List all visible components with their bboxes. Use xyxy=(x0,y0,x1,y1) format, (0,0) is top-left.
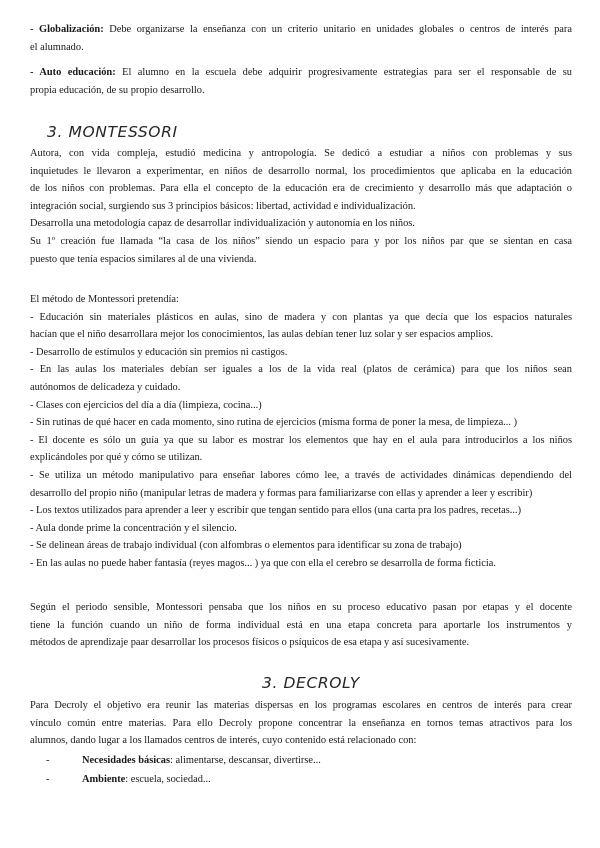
bullet-item-necesidades xyxy=(82,752,321,770)
list-item: - Clases con ejercicios del día a día (limpieza, cocina...) xyxy=(30,399,262,411)
list-item: - Se delinean áreas de trabajo individual (con alfombras o elementos para identificar su zona de trabajo) xyxy=(30,540,462,552)
bullet-term: Ambiente xyxy=(82,774,126,785)
intro-item-autoeducacion xyxy=(30,64,572,99)
text-line: inquietudes le llevaron a experimentar, en niños de desarrollo normal, los procedimientos que aplicaba en la educación xyxy=(30,165,572,177)
bullet-marker: - xyxy=(46,774,50,785)
text-line: métodos de aprendizaje paar desarrollar los procesos físicos o psíquicos de esa etapa y así sucesivamente. xyxy=(30,637,470,649)
list-item: - En las aulas los materiales debían ser iguales a los de la vida real (platos de cerámica) para que los niños sean xyxy=(30,364,572,376)
list-item: - Desarrollo de estímulos y educación sin premios ni castigos. xyxy=(30,346,288,358)
intro-text: Debe organizarse la enseñanza con un criterio unitario en unidades globales o centros de interés para xyxy=(103,24,572,35)
text-line: Según el periodo sensible, Montessori pensaba que los niños en su proceso educativo pasan por etapas y el docente xyxy=(30,602,572,613)
section-heading-montessori: 3. MONTESSORI xyxy=(47,123,178,141)
text-line: Para Decroly el objetivo era reunir las materias dispersas en los programas escolares en centros de interés para crear xyxy=(30,700,572,711)
bullet-item-ambiente xyxy=(82,771,211,789)
montessori-sensitive-paragraph xyxy=(30,599,572,652)
text-line: alumnos, dando lugar a los llamados centros de interés, cuyo contenido está relacionado con: xyxy=(30,735,417,747)
list-item: - Se utiliza un método manipulativo para enseñar labores cómo lee, a través de actividades dinámicas dependiendo del xyxy=(30,469,572,481)
list-item: - Aula donde prime la concentración y el silencio. xyxy=(30,522,237,534)
intro-text: propia educación, de su propio desarrollo. xyxy=(30,84,205,96)
bullet-text: : escuela, sociedad... xyxy=(125,774,211,785)
text-line: tiene la función cuando un niño de forma individual está en una etapa concreta para aportarle los instrumentos y xyxy=(30,619,572,631)
list-item: - Sin rutinas de qué hacer en cada momento, sino rutina de ejercicios (misma forma de poner la mesa, de limpieza... ) xyxy=(30,417,518,429)
montessori-intro-paragraph xyxy=(30,145,572,268)
term-autoeducacion: - Auto educación: xyxy=(30,67,116,78)
list-item: - El docente es sólo un guía ya que su labor es mostrar los elementos que hay en el aula para introducirlos a los niños xyxy=(30,434,572,446)
intro-text: El alumno en la escuela debe adquirir progresivamente estrategias para ser el responsable de su xyxy=(115,67,572,78)
text-line: Desarrolla una metodología capaz de desarrollar individualización y autonomía en los niños. xyxy=(30,218,415,230)
list-item: explicándoles por qué y cómo se utilizan. xyxy=(30,452,203,464)
list-item: - En las aulas no puede haber fantasía (reyes magos... ) ya que con ella el cerebro se desarrolla de forma ficticia. xyxy=(30,557,496,569)
list-item: desarrollo del propio niño (manipular letras de madera y formas para familiarizarse con ellas y aprender a leer y escribir) xyxy=(30,487,533,499)
text-line: Su 1º creación fue llamada “la casa de los niños” siendo un espacio para y por los niños par que se sientan en casa xyxy=(30,235,572,247)
bullet-marker: - xyxy=(46,755,50,766)
text-line: de los niños con problemas. Para ella el concepto de la educación era de crecimiento y desarrollo más que adaptación o xyxy=(30,183,572,195)
method-intro: El método de Montessori pretendía: xyxy=(30,294,179,305)
list-item: - Los textos utilizados para aprender a leer y escribir que tengan sentido para ellos (una carta pra los padres, recetas...) xyxy=(30,505,522,517)
bullet-term: Necesidades básicas xyxy=(82,755,171,766)
intro-item-globalizacion xyxy=(30,21,572,56)
intro-text: el alumnado. xyxy=(30,41,84,53)
term-globalizacion: - Globalización: xyxy=(30,24,104,35)
list-item: - Educación sin materiales plásticos en aulas, sino de madera y con plantas ya que decía que los espacios naturales xyxy=(30,311,572,323)
list-item: autónomos de delicadeza y cuidado. xyxy=(30,381,181,393)
text-line: Autora, con vida compleja, estudió medicina y antropología. Se dedicó a estudiar a niños con problemas y sus xyxy=(30,148,572,159)
decroly-paragraph xyxy=(30,697,572,750)
text-line: vínculo común entre materias. Para ello Decroly propone concentrar la enseñanza en tornos temas atractivos para los xyxy=(30,717,572,729)
text-line: integración social, surgiendo sus 3 principios básicos: libertad, actividad e individualización. xyxy=(30,200,416,212)
section-heading-decroly: 3. DECROLY xyxy=(262,674,360,692)
montessori-method-list xyxy=(30,291,572,573)
text-line: puesto que tenía espacios similares al de una vivienda. xyxy=(30,253,257,265)
list-item: hacían que el niño desarrollara mejor los conocimientos, las aulas debían tener luz solar y ser espacios amplios. xyxy=(30,329,494,341)
bullet-text: : alimentarse, descansar, divertirse... xyxy=(170,755,321,766)
